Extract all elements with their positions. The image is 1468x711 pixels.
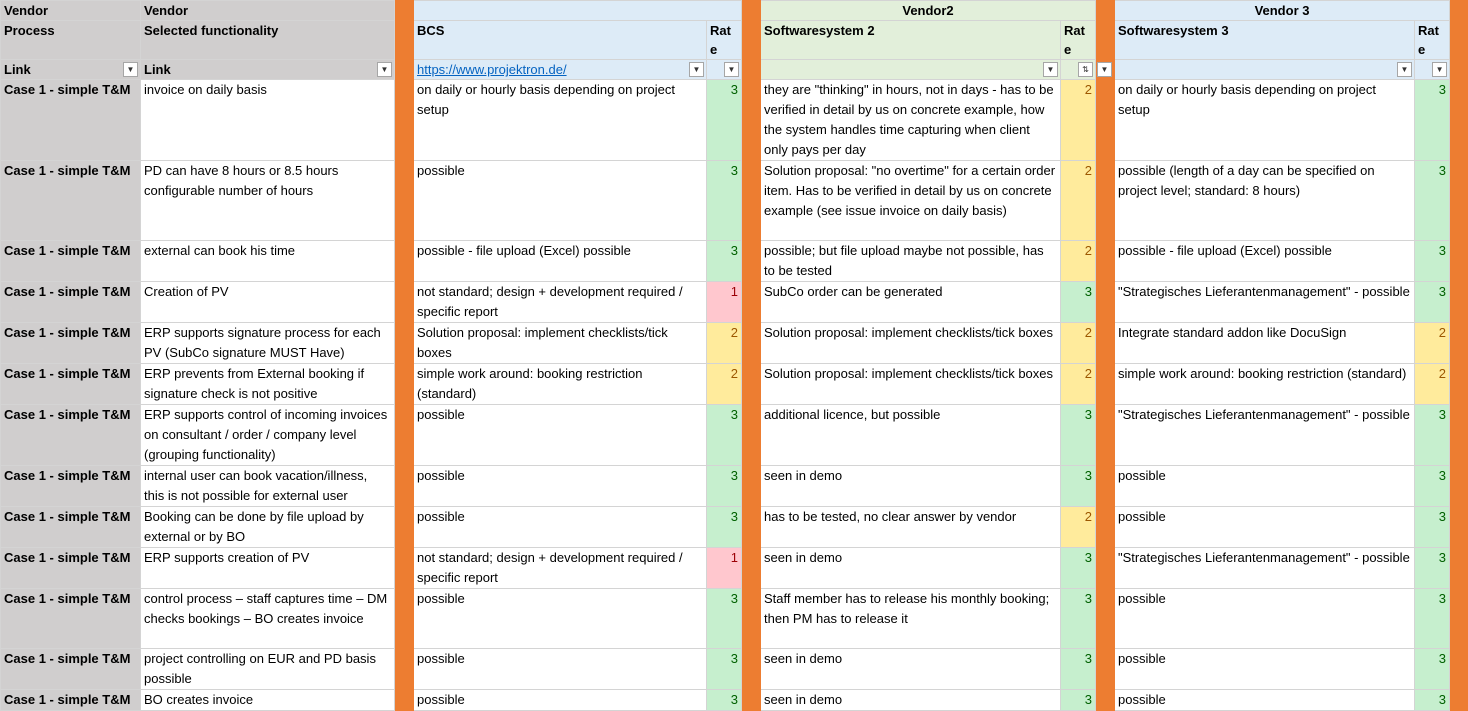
- cell-rate2[interactable]: 3: [1061, 466, 1096, 507]
- cell-bcs-answer[interactable]: possible: [414, 507, 707, 548]
- cell-bcs-answer[interactable]: not standard; design + development required / specific report: [414, 282, 707, 323]
- cell-rate2-header[interactable]: Rate: [1061, 21, 1096, 60]
- separator-cell[interactable]: [742, 589, 761, 649]
- separator-cell[interactable]: [1450, 405, 1468, 466]
- separator-cell[interactable]: [1450, 589, 1468, 649]
- separator-cell[interactable]: [1450, 282, 1468, 323]
- cell-process[interactable]: Case 1 - simple T&M: [1, 548, 141, 589]
- cell-functionality[interactable]: ERP supports control of incoming invoices on consultant / order / company level (grouping functionality): [141, 405, 395, 466]
- cell-system2-answer[interactable]: additional licence, but possible: [761, 405, 1061, 466]
- cell-process[interactable]: Case 1 - simple T&M: [1, 649, 141, 690]
- separator-cell[interactable]: [742, 241, 761, 282]
- cell-rate2[interactable]: 2: [1061, 161, 1096, 241]
- cell-bcs-header[interactable]: BCS: [414, 21, 707, 60]
- cell-system2-answer[interactable]: Staff member has to release his monthly booking; then PM has to release it: [761, 589, 1061, 649]
- cell-bcs-answer[interactable]: possible: [414, 690, 707, 711]
- table-row: [1, 80, 1468, 161]
- cell-bcs-answer[interactable]: on daily or hourly basis depending on project setup: [414, 80, 707, 161]
- cell-system3-answer[interactable]: possible (length of a day can be specified on project level; standard: 8 hours): [1115, 161, 1415, 241]
- separator-cell[interactable]: [742, 60, 761, 80]
- cell-rate3-header[interactable]: Rate: [1415, 21, 1450, 60]
- cell-functionality-header[interactable]: Selected functionality: [141, 21, 395, 60]
- cell-rate3[interactable]: 3: [1415, 548, 1450, 589]
- filter-active-icon[interactable]: ▼: [123, 62, 138, 77]
- separator-cell[interactable]: [395, 649, 414, 690]
- table-row: [1, 466, 1468, 507]
- separator-cell[interactable]: [395, 21, 414, 60]
- cell-system2-answer[interactable]: seen in demo: [761, 466, 1061, 507]
- cell-rate3[interactable]: 3: [1415, 405, 1450, 466]
- cell-system3-header[interactable]: Softwaresystem 3: [1115, 21, 1415, 60]
- cell-vendor-label-a[interactable]: Vendor: [1, 1, 141, 21]
- separator-cell[interactable]: [1450, 690, 1468, 711]
- separator-cell[interactable]: [1450, 161, 1468, 241]
- cell-bcs-answer[interactable]: possible: [414, 589, 707, 649]
- table-row: [1, 323, 1468, 364]
- filter-dropdown-icon[interactable]: ▼: [724, 62, 739, 77]
- table-row: [1, 161, 1468, 241]
- cell-rate2[interactable]: 3: [1061, 548, 1096, 589]
- separator-cell[interactable]: [1096, 60, 1115, 80]
- cell-system3-answer[interactable]: possible: [1115, 690, 1415, 711]
- cell-system2-answer[interactable]: seen in demo: [761, 649, 1061, 690]
- cell-rate1[interactable]: 1: [707, 548, 742, 589]
- cell-process[interactable]: Case 1 - simple T&M: [1, 405, 141, 466]
- cell-rate1[interactable]: 3: [707, 241, 742, 282]
- separator-cell[interactable]: [742, 690, 761, 711]
- separator-cell[interactable]: [395, 282, 414, 323]
- separator-cell[interactable]: [1096, 589, 1115, 649]
- separator-cell[interactable]: [742, 80, 761, 161]
- separator-cell[interactable]: [1096, 241, 1115, 282]
- table-row: [1, 405, 1468, 466]
- cell-vendor3-title[interactable]: Vendor 3: [1115, 1, 1450, 21]
- cell-process[interactable]: Case 1 - simple T&M: [1, 241, 141, 282]
- cell-rate2[interactable]: 2: [1061, 507, 1096, 548]
- cell-system3-answer[interactable]: on daily or hourly basis depending on project setup: [1115, 80, 1415, 161]
- filter-dropdown-icon[interactable]: ▼: [689, 62, 704, 77]
- cell-bcs-answer[interactable]: possible: [414, 405, 707, 466]
- cell-functionality[interactable]: control process – staff captures time – DM checks bookings – BO creates invoice: [141, 589, 395, 649]
- cell-system3-answer[interactable]: "Strategisches Lieferantenmanagement" - possible: [1115, 405, 1415, 466]
- cell-rate2[interactable]: 3: [1061, 690, 1096, 711]
- cell-rate1[interactable]: 3: [707, 690, 742, 711]
- separator-cell[interactable]: [1450, 548, 1468, 589]
- cell-process[interactable]: Case 1 - simple T&M: [1, 507, 141, 548]
- separator-cell[interactable]: [1096, 323, 1115, 364]
- cell-system2-answer[interactable]: has to be tested, no clear answer by vendor: [761, 507, 1061, 548]
- cell-process-header[interactable]: Process: [1, 21, 141, 60]
- cell-system2-answer[interactable]: seen in demo: [761, 690, 1061, 711]
- separator-cell[interactable]: [742, 1, 761, 21]
- cell-system2-answer[interactable]: SubCo order can be generated: [761, 282, 1061, 323]
- cell-bcs-answer[interactable]: possible: [414, 466, 707, 507]
- filter-dropdown-icon[interactable]: ▼: [1097, 62, 1112, 77]
- separator-cell[interactable]: [1096, 466, 1115, 507]
- cell-vendor-label-b[interactable]: Vendor: [141, 1, 395, 21]
- cell-functionality[interactable]: PD can have 8 hours or 8.5 hours configurable number of hours: [141, 161, 395, 241]
- table-row: [1, 282, 1468, 323]
- separator-cell[interactable]: [1096, 1, 1115, 21]
- cell-system3-answer[interactable]: possible - file upload (Excel) possible: [1115, 241, 1415, 282]
- separator-cell[interactable]: [742, 466, 761, 507]
- separator-cell[interactable]: [742, 364, 761, 405]
- filter-dropdown-icon[interactable]: ▼: [1043, 62, 1058, 77]
- cell-rate2-filter[interactable]: [1061, 60, 1096, 80]
- header-row-link-filters: [1, 60, 1468, 80]
- cell-process[interactable]: Case 1 - simple T&M: [1, 466, 141, 507]
- separator-cell[interactable]: [1450, 507, 1468, 548]
- header-row-system: [1, 21, 1468, 60]
- cell-rate1[interactable]: 3: [707, 507, 742, 548]
- separator-cell[interactable]: [1096, 282, 1115, 323]
- cell-process[interactable]: Case 1 - simple T&M: [1, 282, 141, 323]
- cell-functionality[interactable]: ERP supports signature process for each PV (SubCo signature MUST Have): [141, 323, 395, 364]
- table-row: [1, 548, 1468, 589]
- cell-system2-header[interactable]: Softwaresystem 2: [761, 21, 1061, 60]
- cell-rate3[interactable]: 2: [1415, 364, 1450, 405]
- separator-cell[interactable]: [395, 60, 414, 80]
- table-row: [1, 649, 1468, 690]
- cell-system3-filter[interactable]: [1115, 60, 1415, 80]
- cell-rate3-filter[interactable]: [1415, 60, 1450, 80]
- cell-bcs-answer[interactable]: possible: [414, 161, 707, 241]
- cell-system2-answer[interactable]: Solution proposal: implement checklists/tick boxes: [761, 364, 1061, 405]
- cell-process[interactable]: Case 1 - simple T&M: [1, 690, 141, 711]
- separator-cell[interactable]: [395, 405, 414, 466]
- cell-rate1[interactable]: 3: [707, 80, 742, 161]
- separator-cell[interactable]: [742, 282, 761, 323]
- cell-rate2[interactable]: 3: [1061, 589, 1096, 649]
- cell-functionality[interactable]: external can book his time: [141, 241, 395, 282]
- cell-rate1[interactable]: 1: [707, 282, 742, 323]
- table-row: [1, 364, 1468, 405]
- cell-process[interactable]: Case 1 - simple T&M: [1, 589, 141, 649]
- separator-cell[interactable]: [742, 649, 761, 690]
- separator-cell[interactable]: [395, 507, 414, 548]
- separator-cell[interactable]: [1450, 80, 1468, 161]
- separator-cell[interactable]: [742, 161, 761, 241]
- cell-rate1[interactable]: 3: [707, 466, 742, 507]
- cell-rate1[interactable]: 3: [707, 161, 742, 241]
- cell-functionality[interactable]: BO creates invoice: [141, 690, 395, 711]
- cell-rate3[interactable]: 3: [1415, 161, 1450, 241]
- separator-cell[interactable]: [395, 589, 414, 649]
- separator-cell[interactable]: [1450, 466, 1468, 507]
- cell-rate2[interactable]: 2: [1061, 364, 1096, 405]
- cell-bcs-answer[interactable]: Solution proposal: implement checklists/tick boxes: [414, 323, 707, 364]
- separator-cell[interactable]: [1096, 405, 1115, 466]
- separator-cell[interactable]: [1096, 649, 1115, 690]
- separator-cell[interactable]: [1450, 323, 1468, 364]
- cell-system3-answer[interactable]: possible: [1115, 589, 1415, 649]
- cell-rate3[interactable]: 2: [1415, 323, 1450, 364]
- cell-rate1[interactable]: 3: [707, 405, 742, 466]
- separator-cell[interactable]: [742, 507, 761, 548]
- separator-cell[interactable]: [1450, 241, 1468, 282]
- cell-rate2[interactable]: 2: [1061, 241, 1096, 282]
- cell-system2-answer[interactable]: they are "thinking" in hours, not in days - has to be verified in detail by us on concrete example, how the system handles time capturing when client only pays per day: [761, 80, 1061, 161]
- separator-cell[interactable]: [395, 364, 414, 405]
- cell-rate1[interactable]: 3: [707, 589, 742, 649]
- cell-functionality[interactable]: invoice on daily basis: [141, 80, 395, 161]
- cell-bcs-answer[interactable]: possible: [414, 649, 707, 690]
- cell-rate3[interactable]: 3: [1415, 466, 1450, 507]
- cell-rate1-filter[interactable]: [707, 60, 742, 80]
- cell-rate2[interactable]: 3: [1061, 405, 1096, 466]
- cell-system2-filter[interactable]: [761, 60, 1061, 80]
- cell-bcs-answer[interactable]: possible - file upload (Excel) possible: [414, 241, 707, 282]
- cell-rate1[interactable]: 2: [707, 323, 742, 364]
- table-row: [1, 241, 1468, 282]
- cell-bcs-answer[interactable]: simple work around: booking restriction (standard): [414, 364, 707, 405]
- separator-cell[interactable]: [395, 690, 414, 711]
- cell-link-a[interactable]: [1, 60, 141, 80]
- cell-bcs-link[interactable]: [414, 60, 707, 80]
- cell-system3-answer[interactable]: "Strategisches Lieferantenmanagement" - possible: [1115, 282, 1415, 323]
- table-row: [1, 589, 1468, 649]
- cell-system3-answer[interactable]: Integrate standard addon like DocuSign: [1115, 323, 1415, 364]
- cell-rate2[interactable]: 2: [1061, 323, 1096, 364]
- cell-system3-answer[interactable]: possible: [1115, 507, 1415, 548]
- separator-cell[interactable]: [1096, 21, 1115, 60]
- separator-cell[interactable]: [1096, 507, 1115, 548]
- cell-system2-answer[interactable]: seen in demo: [761, 548, 1061, 589]
- cell-rate3[interactable]: 3: [1415, 80, 1450, 161]
- separator-cell[interactable]: [1450, 649, 1468, 690]
- cell-system3-answer[interactable]: possible: [1115, 466, 1415, 507]
- separator-cell[interactable]: [1096, 548, 1115, 589]
- separator-cell[interactable]: [1450, 60, 1468, 80]
- separator-cell[interactable]: [395, 80, 414, 161]
- cell-vendor2-title[interactable]: Vendor2: [761, 1, 1096, 21]
- bcs-website-link[interactable]: https://www.projektron.de/: [417, 62, 567, 77]
- separator-cell[interactable]: [395, 323, 414, 364]
- separator-cell[interactable]: [742, 405, 761, 466]
- cell-system3-answer[interactable]: "Strategisches Lieferantenmanagement" - possible: [1115, 548, 1415, 589]
- filter-dropdown-icon[interactable]: ▼: [1397, 62, 1412, 77]
- separator-cell[interactable]: [395, 241, 414, 282]
- cell-process[interactable]: Case 1 - simple T&M: [1, 364, 141, 405]
- cell-process[interactable]: Case 1 - simple T&M: [1, 323, 141, 364]
- separator-cell[interactable]: [1096, 161, 1115, 241]
- cell-process[interactable]: Case 1 - simple T&M: [1, 161, 141, 241]
- cell-system2-answer[interactable]: Solution proposal: implement checklists/tick boxes: [761, 323, 1061, 364]
- cell-rate3[interactable]: 3: [1415, 649, 1450, 690]
- cell-rate3[interactable]: 3: [1415, 282, 1450, 323]
- separator-cell[interactable]: [1096, 364, 1115, 405]
- separator-cell[interactable]: [395, 466, 414, 507]
- separator-cell[interactable]: [742, 323, 761, 364]
- separator-cell[interactable]: [1450, 1, 1468, 21]
- cell-process[interactable]: Case 1 - simple T&M: [1, 80, 141, 161]
- cell-rate3[interactable]: 3: [1415, 690, 1450, 711]
- separator-cell[interactable]: [395, 548, 414, 589]
- cell-functionality[interactable]: internal user can book vacation/illness, this is not possible for external user: [141, 466, 395, 507]
- cell-functionality[interactable]: Creation of PV: [141, 282, 395, 323]
- cell-rate2[interactable]: 2: [1061, 80, 1096, 161]
- cell-rate1[interactable]: 2: [707, 364, 742, 405]
- header-row-vendor: [1, 1, 1468, 21]
- cell-bcs-answer[interactable]: not standard; design + development required / specific report: [414, 548, 707, 589]
- cell-link-b[interactable]: [141, 60, 395, 80]
- cell-rate2[interactable]: 3: [1061, 649, 1096, 690]
- separator-cell[interactable]: [1450, 21, 1468, 60]
- separator-cell[interactable]: [395, 161, 414, 241]
- table-row: [1, 507, 1468, 548]
- sort-filter-icon[interactable]: ⇅: [1078, 62, 1093, 77]
- cell-system3-answer[interactable]: possible: [1115, 649, 1415, 690]
- cell-functionality[interactable]: ERP prevents from External booking if signature check is not positive: [141, 364, 395, 405]
- link-a-label: Link: [4, 62, 31, 77]
- link-b-label: Link: [144, 62, 171, 77]
- separator-cell[interactable]: [1450, 364, 1468, 405]
- cell-system2-answer[interactable]: possible; but file upload maybe not possible, has to be tested: [761, 241, 1061, 282]
- separator-cell[interactable]: [742, 548, 761, 589]
- separator-cell[interactable]: [1096, 690, 1115, 711]
- separator-cell[interactable]: [395, 1, 414, 21]
- cell-vendor1-title[interactable]: [414, 1, 742, 21]
- cell-system3-answer[interactable]: simple work around: booking restriction (standard): [1115, 364, 1415, 405]
- cell-system2-answer[interactable]: Solution proposal: "no overtime" for a certain order item. Has to be verified in detail by us on concrete example (see issue invoice on daily basis): [761, 161, 1061, 241]
- filter-dropdown-icon[interactable]: ▼: [1432, 62, 1447, 77]
- cell-rate3[interactable]: 3: [1415, 507, 1450, 548]
- separator-cell[interactable]: [1096, 80, 1115, 161]
- table-row: [1, 690, 1468, 711]
- cell-functionality[interactable]: project controlling on EUR and PD basis possible: [141, 649, 395, 690]
- cell-functionality[interactable]: ERP supports creation of PV: [141, 548, 395, 589]
- cell-rate3[interactable]: 3: [1415, 589, 1450, 649]
- cell-rate2[interactable]: 3: [1061, 282, 1096, 323]
- cell-rate3[interactable]: 3: [1415, 241, 1450, 282]
- cell-functionality[interactable]: Booking can be done by file upload by external or by BO: [141, 507, 395, 548]
- cell-rate1-header[interactable]: Rate: [707, 21, 742, 60]
- filter-dropdown-icon[interactable]: ▼: [377, 62, 392, 77]
- cell-rate1[interactable]: 3: [707, 649, 742, 690]
- separator-cell[interactable]: [742, 21, 761, 60]
